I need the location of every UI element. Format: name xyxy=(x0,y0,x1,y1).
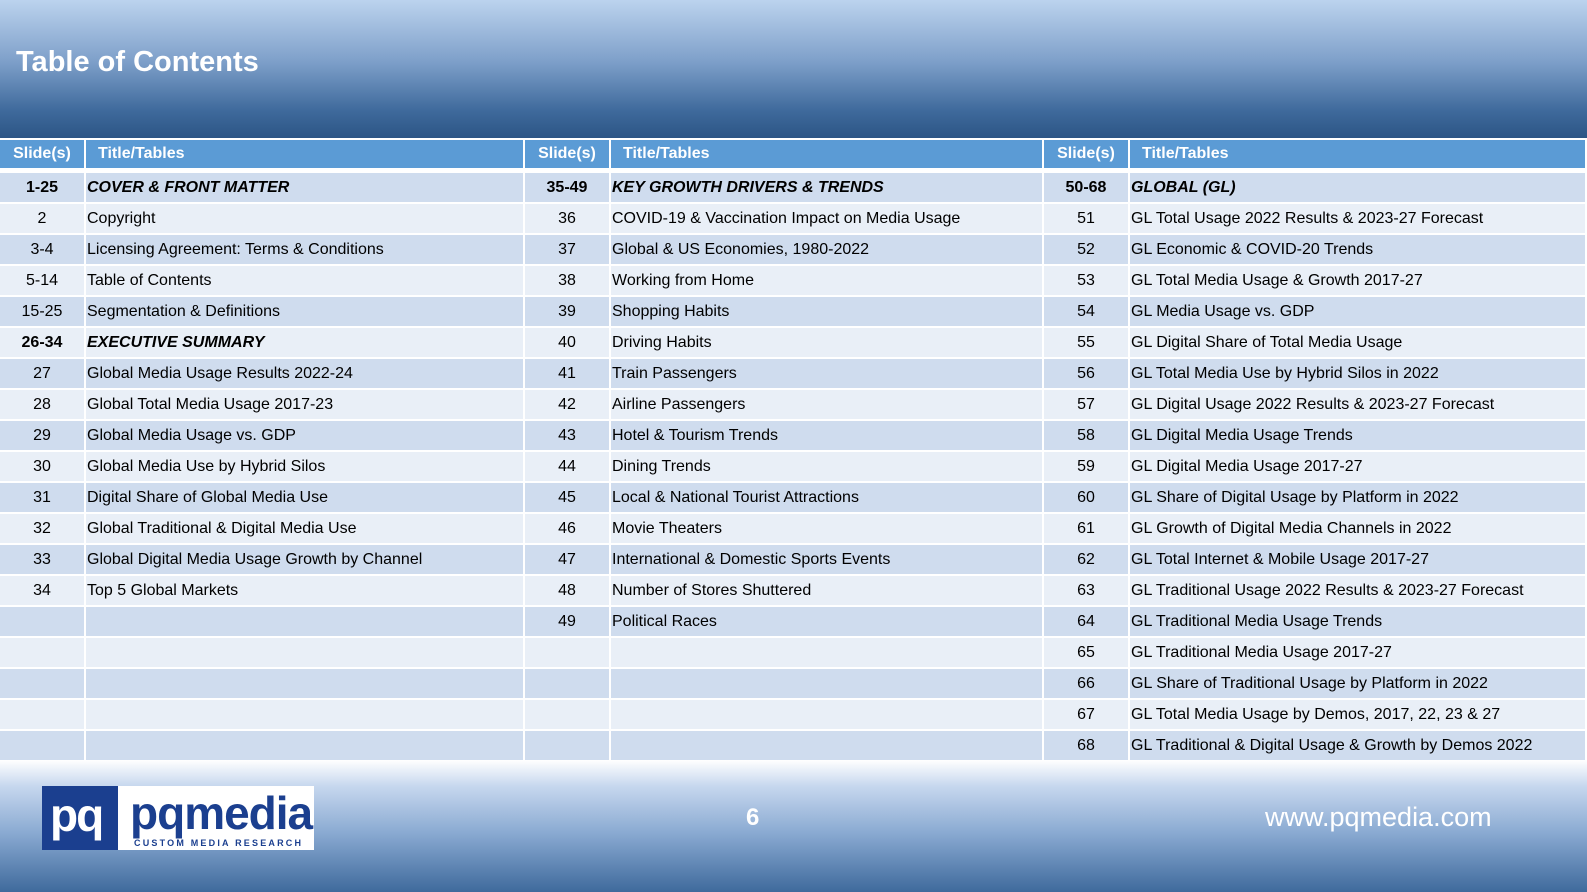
slide-range: 5-14 xyxy=(0,266,86,297)
toc-entry-title xyxy=(86,607,525,638)
toc-row xyxy=(525,545,1044,576)
toc-entry-title: Global Media Use by Hybrid Silos xyxy=(86,452,525,483)
toc-row xyxy=(0,297,525,328)
toc-row xyxy=(0,700,525,731)
slide-range: 49 xyxy=(525,607,611,638)
toc-row xyxy=(0,390,525,421)
slide-range: 50-68 xyxy=(1044,173,1130,204)
toc-row xyxy=(0,545,525,576)
slide-range: 67 xyxy=(1044,700,1130,731)
slide-range: 29 xyxy=(0,421,86,452)
toc-row xyxy=(0,483,525,514)
toc-row xyxy=(525,328,1044,359)
toc-row xyxy=(1044,731,1587,762)
toc-table xyxy=(525,140,1044,762)
toc-entry-title: International & Domestic Sports Events xyxy=(611,545,1044,576)
toc-entry-title: Airline Passengers xyxy=(611,390,1044,421)
toc-row xyxy=(1044,483,1587,514)
toc-row xyxy=(1044,607,1587,638)
toc-row xyxy=(525,731,1044,762)
website-url: www.pqmedia.com xyxy=(1265,802,1492,832)
toc-entry-title: GL Share of Traditional Usage by Platform in 2022 xyxy=(1130,669,1587,700)
toc-row xyxy=(1044,545,1587,576)
toc-row xyxy=(1044,452,1587,483)
toc-entry-title: GL Total Media Usage by Demos, 2017, 22, 23 & 27 xyxy=(1130,700,1587,731)
title-column-header: Title/Tables xyxy=(611,140,1044,173)
slide-range: 45 xyxy=(525,483,611,514)
toc-row xyxy=(0,607,525,638)
toc-row xyxy=(1044,700,1587,731)
slide-range: 32 xyxy=(0,514,86,545)
slide-range: 30 xyxy=(0,452,86,483)
toc-row xyxy=(525,421,1044,452)
toc-entry-title: Global Media Usage Results 2022-24 xyxy=(86,359,525,390)
slide-range: 56 xyxy=(1044,359,1130,390)
toc-row xyxy=(1044,328,1587,359)
toc-entry-title: Global Total Media Usage 2017-23 xyxy=(86,390,525,421)
slide-range xyxy=(0,731,86,762)
title-column-header: Title/Tables xyxy=(86,140,525,173)
slide-range: 40 xyxy=(525,328,611,359)
toc-section-row xyxy=(525,173,1044,204)
slide-range: 26-34 xyxy=(0,328,86,359)
toc-entry-title xyxy=(86,638,525,669)
toc-header-row xyxy=(525,140,1044,173)
toc-row xyxy=(0,359,525,390)
slide-range: 28 xyxy=(0,390,86,421)
toc-entry-title xyxy=(86,731,525,762)
toc-entry-title: Global & US Economies, 1980-2022 xyxy=(611,235,1044,266)
slide-range: 38 xyxy=(525,266,611,297)
toc-row xyxy=(1044,576,1587,607)
slide-range xyxy=(0,669,86,700)
slide-range: 51 xyxy=(1044,204,1130,235)
slide-range: 47 xyxy=(525,545,611,576)
toc-entry-title: GL Total Usage 2022 Results & 2023-27 Forecast xyxy=(1130,204,1587,235)
toc-row xyxy=(525,235,1044,266)
slide-range: 68 xyxy=(1044,731,1130,762)
toc-row xyxy=(0,576,525,607)
page-number: 6 xyxy=(746,804,760,831)
toc-entry-title: GL Media Usage vs. GDP xyxy=(1130,297,1587,328)
toc-entry-title xyxy=(86,700,525,731)
slide-range: 66 xyxy=(1044,669,1130,700)
page-title: Table of Contents xyxy=(16,46,259,78)
logo-mark-text: pq xyxy=(50,789,103,841)
slides-column-header: Slide(s) xyxy=(1044,140,1130,173)
slide-range: 63 xyxy=(1044,576,1130,607)
toc-entry-title: COVID-19 & Vaccination Impact on Media Usage xyxy=(611,204,1044,235)
toc-entry-title: Global Digital Media Usage Growth by Channel xyxy=(86,545,525,576)
toc-entry-title: GL Digital Media Usage 2017-27 xyxy=(1130,452,1587,483)
toc-row xyxy=(525,514,1044,545)
toc-section-row xyxy=(0,328,525,359)
toc-entry-title: GL Growth of Digital Media Channels in 2022 xyxy=(1130,514,1587,545)
toc-entry-title: GL Total Media Usage & Growth 2017-27 xyxy=(1130,266,1587,297)
toc-row xyxy=(525,204,1044,235)
toc-section-row xyxy=(1044,173,1587,204)
slide-range: 59 xyxy=(1044,452,1130,483)
toc-row xyxy=(525,483,1044,514)
slide-range: 65 xyxy=(1044,638,1130,669)
toc-row xyxy=(0,731,525,762)
toc-entry-title: GL Digital Share of Total Media Usage xyxy=(1130,328,1587,359)
slide-range: 60 xyxy=(1044,483,1130,514)
toc-row xyxy=(1044,359,1587,390)
slide-range: 42 xyxy=(525,390,611,421)
slide-range: 43 xyxy=(525,421,611,452)
toc-entry-title: Driving Habits xyxy=(611,328,1044,359)
toc-entry-title xyxy=(611,669,1044,700)
toc-entry-title: GLOBAL (GL) xyxy=(1130,173,1587,204)
toc-row xyxy=(525,359,1044,390)
slide-range: 37 xyxy=(525,235,611,266)
slide-range: 33 xyxy=(0,545,86,576)
toc-row xyxy=(0,452,525,483)
slide-range xyxy=(525,638,611,669)
toc-row xyxy=(1044,514,1587,545)
slide-range: 53 xyxy=(1044,266,1130,297)
logo-tagline: CUSTOM MEDIA RESEARCH xyxy=(134,838,304,848)
slide-range: 61 xyxy=(1044,514,1130,545)
toc-row xyxy=(525,390,1044,421)
toc-row xyxy=(0,266,525,297)
slide-range: 41 xyxy=(525,359,611,390)
toc-row xyxy=(525,669,1044,700)
toc-entry-title: EXECUTIVE SUMMARY xyxy=(86,328,525,359)
toc-row xyxy=(1044,297,1587,328)
toc-entry-title: Table of Contents xyxy=(86,266,525,297)
slides-column-header: Slide(s) xyxy=(0,140,86,173)
toc-entry-title xyxy=(611,638,1044,669)
toc-entry-title: GL Traditional Media Usage Trends xyxy=(1130,607,1587,638)
toc-entry-title xyxy=(611,731,1044,762)
title-banner xyxy=(0,0,1587,138)
slide-range: 55 xyxy=(1044,328,1130,359)
slide-range: 64 xyxy=(1044,607,1130,638)
toc-row xyxy=(525,638,1044,669)
slide-range: 52 xyxy=(1044,235,1130,266)
toc-entry-title: Train Passengers xyxy=(611,359,1044,390)
toc-row xyxy=(525,607,1044,638)
slide-range: 3-4 xyxy=(0,235,86,266)
toc-entry-title: Global Media Usage vs. GDP xyxy=(86,421,525,452)
toc-entry-title: GL Total Internet & Mobile Usage 2017-27 xyxy=(1130,545,1587,576)
toc-entry-title: Movie Theaters xyxy=(611,514,1044,545)
toc-row xyxy=(1044,421,1587,452)
toc-entry-title: GL Traditional & Digital Usage & Growth by Demos 2022 xyxy=(1130,731,1587,762)
toc-entry-title: Global Traditional & Digital Media Use xyxy=(86,514,525,545)
slide-range: 39 xyxy=(525,297,611,328)
toc-row xyxy=(0,421,525,452)
slide-range xyxy=(525,700,611,731)
toc-entry-title: Shopping Habits xyxy=(611,297,1044,328)
title-column-header: Title/Tables xyxy=(1130,140,1587,173)
slide-range: 27 xyxy=(0,359,86,390)
toc-entry-title: Copyright xyxy=(86,204,525,235)
slide-range xyxy=(525,669,611,700)
slide-range: 58 xyxy=(1044,421,1130,452)
toc-entry-title: Local & National Tourist Attractions xyxy=(611,483,1044,514)
toc-row xyxy=(525,452,1044,483)
slide-range: 48 xyxy=(525,576,611,607)
slide-range: 46 xyxy=(525,514,611,545)
toc-row xyxy=(1044,204,1587,235)
toc-entry-title: COVER & FRONT MATTER xyxy=(86,173,525,204)
slide-range xyxy=(0,607,86,638)
toc-header-row xyxy=(1044,140,1587,173)
slide-range: 2 xyxy=(0,204,86,235)
toc-row xyxy=(1044,638,1587,669)
toc-row xyxy=(1044,390,1587,421)
toc-entry-title: Digital Share of Global Media Use xyxy=(86,483,525,514)
toc-entry-title: GL Share of Digital Usage by Platform in 2022 xyxy=(1130,483,1587,514)
toc-entry-title: GL Digital Usage 2022 Results & 2023-27 Forecast xyxy=(1130,390,1587,421)
toc-entry-title: Working from Home xyxy=(611,266,1044,297)
toc-entry-title: Dining Trends xyxy=(611,452,1044,483)
toc-column-3 xyxy=(1044,140,1587,762)
slides-column-header: Slide(s) xyxy=(525,140,611,173)
slide-range: 31 xyxy=(0,483,86,514)
slide-range: 44 xyxy=(525,452,611,483)
slide-range: 34 xyxy=(0,576,86,607)
toc-entry-title: Political Races xyxy=(611,607,1044,638)
toc-section-row xyxy=(0,173,525,204)
toc-row xyxy=(1044,669,1587,700)
toc-header-row xyxy=(0,140,525,173)
toc-entry-title: GL Total Media Use by Hybrid Silos in 2022 xyxy=(1130,359,1587,390)
toc-entry-title: GL Economic & COVID-20 Trends xyxy=(1130,235,1587,266)
logo-wordmark: pqmedia xyxy=(130,787,313,839)
toc-row xyxy=(525,266,1044,297)
toc-entry-title: GL Digital Media Usage Trends xyxy=(1130,421,1587,452)
toc-entry-title: Segmentation & Definitions xyxy=(86,297,525,328)
toc-row xyxy=(1044,235,1587,266)
slide-range: 36 xyxy=(525,204,611,235)
toc-entry-title: Number of Stores Shuttered xyxy=(611,576,1044,607)
slide-range: 62 xyxy=(1044,545,1130,576)
toc-table xyxy=(1044,140,1587,762)
slide-range: 1-25 xyxy=(0,173,86,204)
toc-row xyxy=(0,235,525,266)
footer-banner xyxy=(0,760,1587,892)
slide-range: 54 xyxy=(1044,297,1130,328)
toc-table xyxy=(0,140,525,762)
slide-range xyxy=(0,638,86,669)
toc-row xyxy=(525,700,1044,731)
toc-entry-title: Licensing Agreement: Terms & Conditions xyxy=(86,235,525,266)
toc-row xyxy=(0,638,525,669)
toc-entry-title xyxy=(611,700,1044,731)
slide-range: 57 xyxy=(1044,390,1130,421)
toc-row xyxy=(0,204,525,235)
logo-mark xyxy=(42,786,118,850)
slide-range xyxy=(0,700,86,731)
slide-range: 35-49 xyxy=(525,173,611,204)
toc-entry-title xyxy=(86,669,525,700)
toc-row xyxy=(0,669,525,700)
toc-row xyxy=(525,576,1044,607)
toc-row xyxy=(525,297,1044,328)
toc-entry-title: GL Traditional Usage 2022 Results & 2023-27 Forecast xyxy=(1130,576,1587,607)
toc-row xyxy=(1044,266,1587,297)
toc-entry-title: Hotel & Tourism Trends xyxy=(611,421,1044,452)
toc-entry-title: Top 5 Global Markets xyxy=(86,576,525,607)
slide-range: 15-25 xyxy=(0,297,86,328)
pqmedia-logo xyxy=(42,786,314,850)
toc-entry-title: GL Traditional Media Usage 2017-27 xyxy=(1130,638,1587,669)
toc-entry-title: KEY GROWTH DRIVERS & TRENDS xyxy=(611,173,1044,204)
toc-column-1 xyxy=(0,140,525,762)
toc-row xyxy=(0,514,525,545)
slide-range xyxy=(525,731,611,762)
toc-column-2 xyxy=(525,140,1044,762)
